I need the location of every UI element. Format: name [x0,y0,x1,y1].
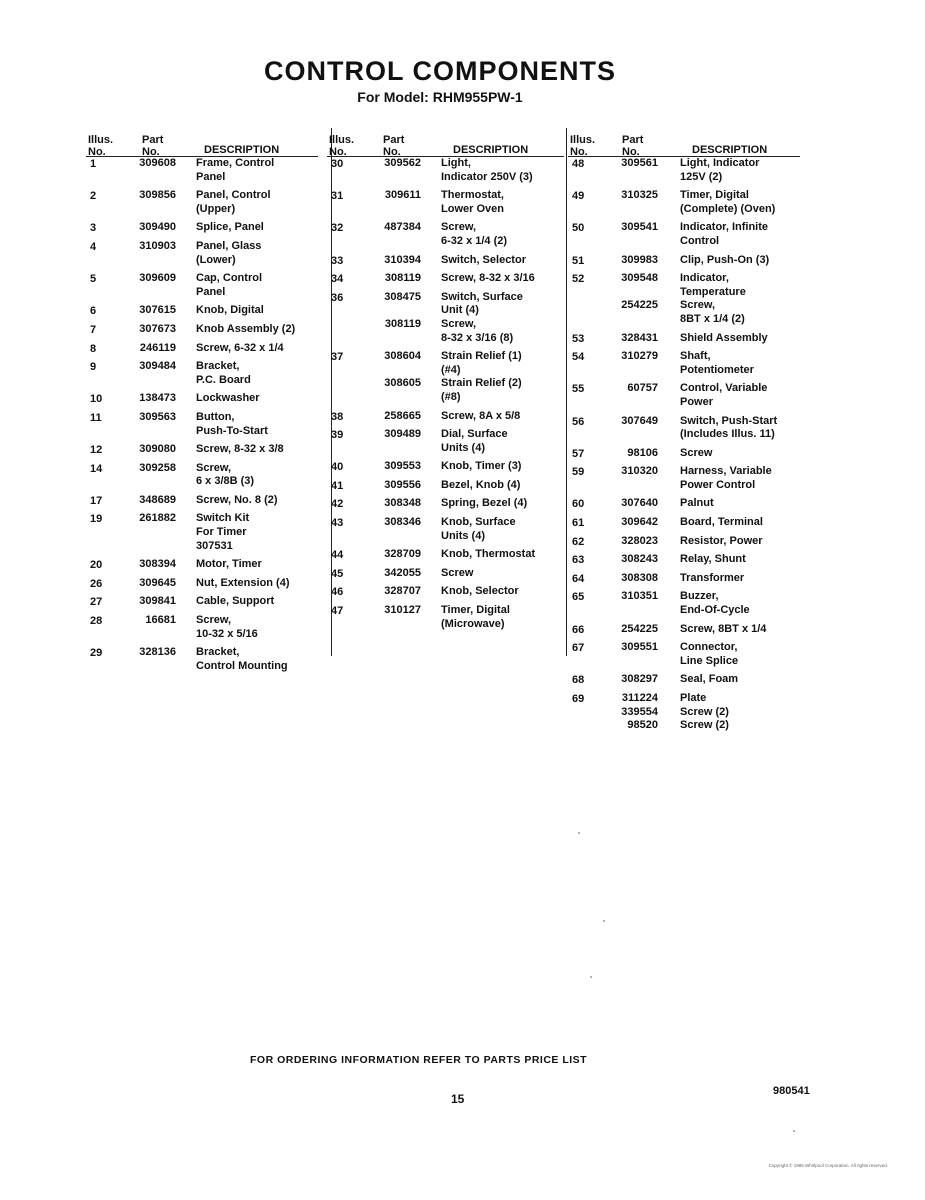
part-description: Motor, Timer [196,558,262,571]
illus-number: 10 [90,393,103,406]
copyright-notice: Copyright © 1985 Whirlpool Corporation. All rights reserved. [768,1163,888,1168]
illus-number: 7 [90,323,97,336]
illus-number: 11 [90,411,102,424]
part-description: Splice, Panel [196,221,264,234]
illus-number: 36 [331,291,344,304]
illus-number: 44 [331,549,344,562]
part-description: Dial, Surface Units (4) [441,428,508,454]
part-number: 310279 [621,350,658,363]
illus-number: 33 [331,254,344,267]
part-description: Knob, Surface Units (4) [441,516,516,542]
parts-row [568,272,800,299]
part-number: 261882 [139,512,176,525]
scan-speck [793,1130,795,1132]
part-number: 60757 [627,382,658,395]
parts-row [86,462,318,489]
part-number: 311224 [621,692,658,704]
parts-row [327,460,564,474]
part-description: Harness, Variable Power Control [680,465,772,491]
illus-number: 60 [572,498,585,511]
part-description: Seal, Foam [680,673,739,686]
illus-number: 67 [572,642,585,655]
header-part-no: Part No. [622,134,644,158]
model-subtitle: For Model: RHM955PW-1 [357,89,523,105]
header-illus-no: Illus. No. [570,134,596,158]
part-description: Shield Assembly [680,331,768,344]
parts-row [327,254,564,268]
illus-number: 47 [331,605,344,618]
part-description: Screw, 8BT x 1/4 (2) [680,299,745,325]
illus-number: 66 [572,623,585,636]
parts-row [568,382,800,409]
illus-number: 48 [572,158,585,170]
part-number: 308119 [384,272,421,285]
part-description: Screw, 10-32 x 5/16 [196,614,258,640]
part-description: Connector, Line Splice [680,641,739,667]
illus-number: 37 [331,351,344,364]
parts-row [86,392,318,406]
page-title: CONTROL COMPONENTS [263,56,616,86]
part-description: Light, Indicator 250V (3) [441,157,533,183]
header-description: DESCRIPTION [204,144,280,156]
part-description: Bracket, Control Mounting [196,646,288,672]
part-number: 98520 [627,719,658,732]
part-number: 308605 [384,377,421,390]
part-number: 487384 [384,221,421,234]
part-number: 307673 [139,322,176,335]
column-divider [566,128,567,656]
part-description: Bezel, Knob (4) [441,478,521,491]
part-number: 309548 [621,272,658,285]
parts-row [86,360,318,387]
part-number: 309489 [384,428,421,441]
part-number: 309562 [384,157,421,169]
illus-number: 45 [331,567,344,580]
part-number: 309553 [384,460,421,473]
illus-number: 42 [331,498,344,511]
scan-speck [590,976,592,978]
illus-number: 40 [331,461,344,474]
parts-row [568,415,800,442]
part-description: Cap, Control Panel [196,272,262,298]
part-number: 328136 [139,646,176,659]
illus-number: 12 [90,444,103,457]
parts-row [86,443,318,457]
illus-number: 57 [572,447,585,460]
parts-row [327,318,564,345]
parts-row [86,494,318,508]
part-description: Plate [680,692,707,704]
part-description: Screw (2) [680,719,729,732]
illus-number: 49 [572,190,585,203]
part-description: Strain Relief (2) (#8) [441,377,522,403]
illus-number: 53 [572,332,585,345]
parts-row [568,254,800,268]
illus-number: 30 [331,158,344,170]
part-description: Screw, 8BT x 1/4 [680,622,767,635]
parts-row [86,272,318,299]
illus-number: 34 [331,273,344,286]
parts-column-1 [86,128,318,673]
part-description: Screw, 6-32 x 1/4 (2) [441,221,508,247]
part-description: Strain Relief (1) (#4) [441,350,522,376]
illus-number: 28 [90,615,103,628]
parts-row [568,623,800,637]
illus-number: 17 [90,494,103,507]
parts-row [327,604,564,631]
part-number: 307649 [621,414,658,427]
part-description: Panel, Control (Upper) [196,189,271,215]
part-description: Screw, 8A x 5/8 [441,409,521,422]
part-description: Board, Terminal [680,516,763,529]
part-number: 309541 [621,221,658,234]
illus-number: 26 [90,577,103,590]
part-description: Palnut [680,497,714,510]
part-number: 308394 [139,558,176,571]
parts-row [568,553,800,567]
illus-number: 56 [572,415,585,428]
part-number: 308308 [621,571,658,584]
part-number: 339554 [621,705,658,718]
parts-row [86,342,318,356]
part-description: Buzzer, End-Of-Cycle [680,590,750,617]
part-number: 328431 [621,331,658,344]
illus-number: 63 [572,554,585,567]
parts-row [568,332,800,346]
parts-row [86,558,318,572]
part-description: Clip, Push-On (3) [680,253,770,266]
part-number: 309856 [139,189,176,202]
part-description: Knob Assembly (2) [196,322,296,335]
parts-row [86,595,318,609]
part-number: 328707 [384,585,421,598]
part-description: Screw [680,446,713,459]
illus-number: 50 [572,222,585,235]
illus-number: 64 [572,572,585,585]
part-description: Lockwasher [196,392,260,405]
part-description: Nut, Extension (4) [196,576,290,589]
part-description: Switch, Surface Unit (4) [441,290,523,317]
parts-row [86,221,318,235]
illus-number: 59 [572,466,585,479]
parts-row [327,410,564,424]
part-number: 309642 [621,516,658,529]
part-number: 309983 [621,253,658,266]
column-header [327,128,564,157]
illus-number: 43 [331,517,344,530]
part-description: Relay, Shunt [680,553,746,566]
illus-number: 62 [572,535,585,548]
part-number: 309608 [139,157,176,169]
parts-row [568,706,800,720]
part-number: 309611 [384,189,421,202]
part-number: 310351 [621,590,658,603]
part-number: 309841 [139,595,176,608]
header-illus-no: Illus. No. [329,134,355,158]
parts-row [86,240,318,267]
part-description: Resistor, Power [680,534,763,547]
part-number: 309556 [384,478,421,491]
part-description: Timer, Digital (Microwave) [441,604,510,630]
illus-number: 4 [90,240,97,253]
parts-row [86,157,318,184]
parts-row [327,157,564,184]
page-number: 15 [451,1092,465,1106]
parts-row [86,614,318,641]
part-number: 309609 [139,272,176,285]
ordering-note: FOR ORDERING INFORMATION REFER TO PARTS PRICE LIST [250,1054,588,1066]
header-illus-no: Illus. No. [88,134,114,158]
part-number: 309645 [139,576,176,589]
parts-row [568,465,800,492]
part-description: Shaft, Potentiometer [680,350,754,376]
part-description: Knob, Selector [441,585,519,598]
part-number: 309080 [139,443,176,456]
part-description: Knob, Thermostat [441,548,536,561]
part-description: Transformer [680,571,745,584]
part-description: Knob, Digital [196,304,264,317]
part-number: 309551 [621,641,658,654]
parts-row [327,567,564,581]
header-description: DESCRIPTION [453,144,529,156]
part-description: Button, Push-To-Start [196,410,268,437]
parts-row [327,516,564,543]
parts-row [86,411,318,438]
part-description: Knob, Timer (3) [441,460,522,473]
part-number: 254225 [621,299,658,312]
parts-row [568,535,800,549]
scan-speck [578,832,580,834]
part-description: Screw [441,566,474,579]
part-number: 309561 [621,157,658,169]
illus-number: 2 [90,190,97,203]
parts-row [568,516,800,530]
parts-row [86,512,318,553]
parts-row [568,189,800,216]
parts-row [568,572,800,586]
part-number: 308346 [384,516,421,529]
parts-row [86,323,318,337]
illus-number: 55 [572,383,585,396]
part-number: 308475 [384,290,421,303]
parts-row [568,221,800,248]
illus-number: 54 [572,351,585,364]
part-description: Screw, 8-32 x 3/8 [196,443,284,456]
illus-number: 27 [90,596,103,609]
part-number: 307615 [139,304,176,317]
parts-row [327,221,564,248]
illus-number: 19 [90,513,103,526]
illus-number: 20 [90,559,103,572]
parts-row [568,299,800,326]
parts-row [568,497,800,511]
part-number: 310320 [621,465,658,478]
part-description: Screw, No. 8 (2) [196,493,278,506]
parts-column-2 [327,128,564,631]
part-number: 307640 [621,497,658,510]
part-number: 309484 [139,360,176,373]
part-description: Screw (2) [680,705,729,718]
illus-number: 6 [90,305,97,318]
illus-number: 69 [572,693,585,705]
part-number: 254225 [621,622,658,635]
parts-row [86,189,318,216]
part-description: Thermostat, Lower Oven [441,189,504,215]
parts-row [86,577,318,591]
parts-row [327,291,564,318]
illus-number: 32 [331,222,344,235]
column-header [86,128,318,157]
illus-number: 61 [572,517,585,530]
parts-row [568,692,800,706]
illus-number: 65 [572,591,585,604]
parts-row [327,548,564,562]
header-part-no: Part No. [383,134,405,158]
illus-number: 52 [572,273,585,286]
part-number: 310394 [384,253,421,266]
part-number: 309490 [139,221,176,234]
part-description: Indicator, Temperature [680,272,746,298]
part-description: Switch, Selector [441,253,526,266]
part-description: Switch Kit For Timer 307531 [196,512,250,552]
parts-row [568,673,800,687]
part-number: 308348 [384,497,421,510]
part-description: Light, Indicator 125V (2) [680,157,760,183]
illus-number: 3 [90,222,97,235]
column-header [568,128,800,157]
part-description: Screw, 6-32 x 1/4 [196,341,284,354]
part-description: Spring, Bezel (4) [441,497,528,510]
illus-number: 14 [90,462,103,475]
parts-row [327,428,564,455]
part-number: 308604 [384,350,421,363]
illus-number: 9 [90,361,97,374]
parts-row [86,304,318,318]
part-description: Screw, 8-32 x 3/16 [441,272,535,285]
part-description: Screw, 8-32 x 3/16 (8) [441,317,514,344]
parts-row [327,497,564,511]
part-description: Timer, Digital (Complete) (Oven) [680,189,776,215]
document-number: 980541 [773,1085,810,1097]
part-description: Cable, Support [196,595,275,608]
part-number: 328709 [384,548,421,561]
header-part-no: Part No. [142,134,164,158]
part-number: 308297 [621,673,658,686]
part-number: 310325 [621,189,658,202]
part-number: 258665 [384,409,421,422]
illus-number: 1 [90,158,97,170]
parts-row [327,350,564,377]
illus-number: 41 [331,479,344,492]
part-number: 308243 [621,553,658,566]
part-number: 98106 [627,446,658,459]
parts-row [568,350,800,377]
parts-row [568,641,800,668]
part-number: 16681 [145,614,176,627]
parts-row [327,272,564,286]
parts-row [568,719,800,733]
illus-number: 8 [90,342,97,355]
part-number: 246119 [139,341,176,354]
parts-row [327,479,564,493]
header-description: DESCRIPTION [692,144,768,156]
part-number: 309258 [139,461,176,474]
part-number: 138473 [139,392,176,405]
part-number: 309563 [139,410,176,423]
illus-number: 51 [572,254,585,267]
parts-row [568,447,800,461]
illus-number: 39 [331,429,344,442]
part-number: 328023 [621,534,658,547]
part-description: Control, Variable Power [680,382,768,408]
parts-row [568,590,800,617]
part-description: Bracket, P.C. Board [196,360,251,386]
parts-row [327,585,564,599]
part-number: 310903 [139,239,176,252]
illus-number: 31 [331,190,344,203]
illus-number: 38 [331,410,344,423]
part-description: Switch, Push-Start (Includes Illus. 11) [680,414,778,441]
parts-row [568,157,800,184]
parts-row [327,377,564,404]
scan-speck [603,920,605,922]
part-number: 310127 [384,604,421,617]
parts-row [327,189,564,216]
part-description: Panel, Glass (Lower) [196,239,262,266]
part-description: Screw, 6 x 3/8B (3) [196,461,255,488]
illus-number: 46 [331,586,344,599]
part-description: Frame, Control Panel [196,157,275,183]
illus-number: 5 [90,273,97,286]
part-number: 308119 [384,317,421,330]
parts-column-3 [568,128,800,733]
part-number: 348689 [139,493,176,506]
illus-number: 29 [90,647,103,660]
illus-number: 68 [572,674,585,687]
parts-row [86,646,318,673]
part-number: 342055 [384,566,421,579]
part-description: Indicator, Infinite Control [680,221,769,247]
